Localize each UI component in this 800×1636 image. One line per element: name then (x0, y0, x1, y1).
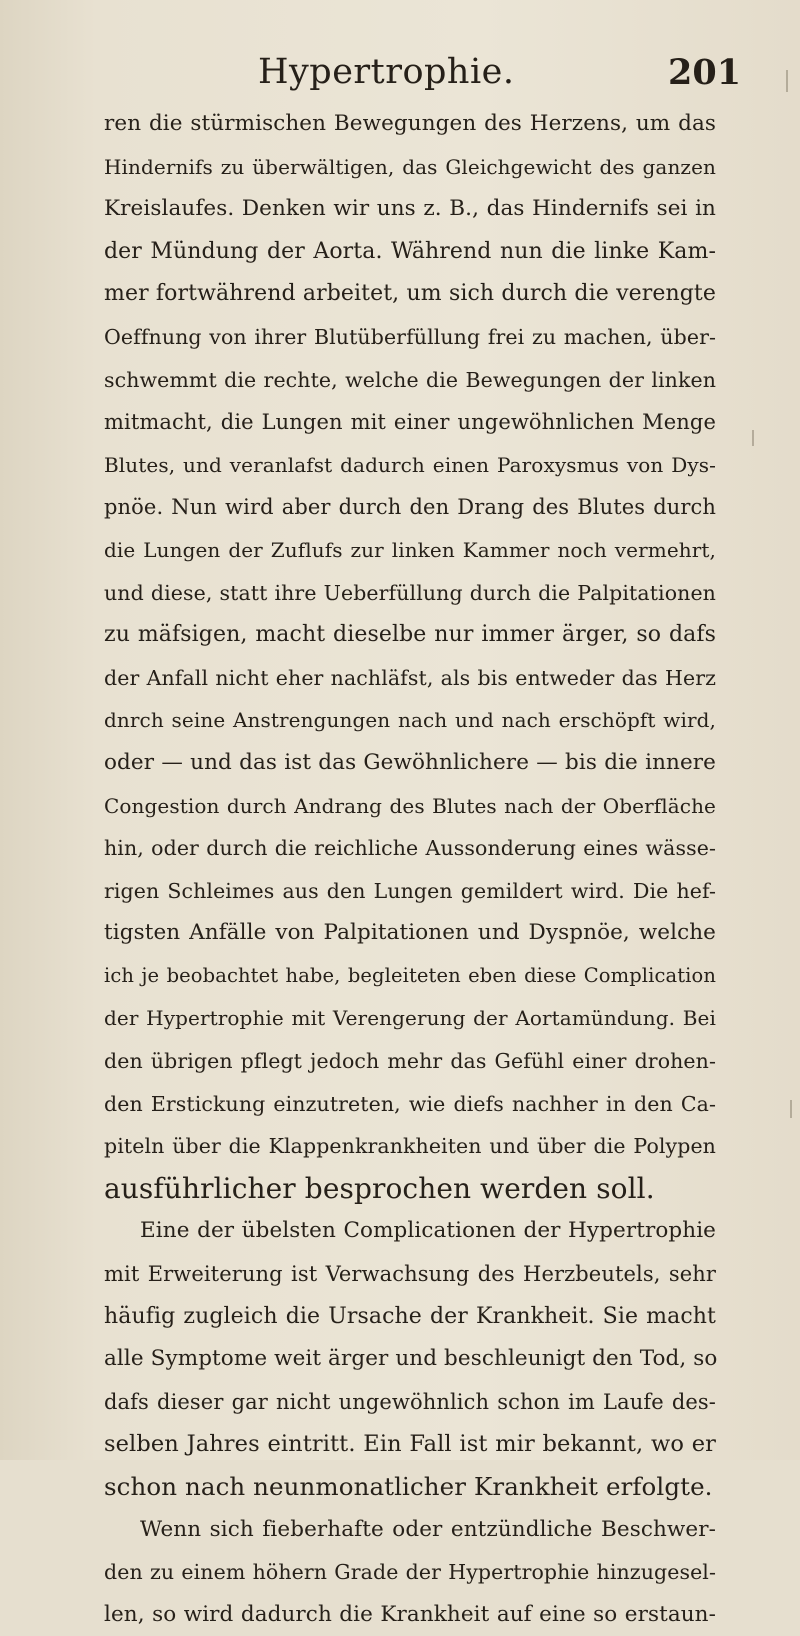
text-line: len, so wird dadurch die Krankheit auf eine so erstaun- (104, 1601, 716, 1627)
text-line: ausführlicher besprochen werden soll. (104, 1171, 655, 1205)
page-number: 201 (668, 52, 742, 93)
text-line: ich je beobachtet habe, begleiteten eben diese Complication (104, 963, 716, 987)
text-line: alle Symptome weit ärger und beschleunigt den Tod, so (104, 1346, 718, 1372)
text-line: Oeffnung von ihrer Blutüberfüllung frei zu machen, über- (104, 324, 716, 349)
text-line: mit Erweiterung ist Verwachsung des Herzbeutels, sehr (104, 1262, 716, 1287)
text-line: dnrch seine Anstrengungen nach und nach erschöpft wird, (104, 708, 716, 733)
text-line: tigsten Anfälle von Palpitationen und Dyspnöe, welche (104, 920, 716, 946)
margin-mark (786, 70, 788, 92)
text-line: rigen Schleimes aus den Lungen gemildert wird. Die hef- (104, 878, 716, 903)
margin-mark (790, 1100, 792, 1118)
text-line: der Anfall nicht eher nachläfst, als bis entweder das Herz (104, 665, 716, 690)
text-line: oder — und das ist das Gewöhnlichere — bis die innere (104, 749, 716, 775)
text-line: dafs dieser gar nicht ungewöhnlich schon im Laufe des- (104, 1389, 716, 1414)
text-line: Eine der übelsten Complicationen der Hypertrophie (140, 1218, 716, 1244)
text-line: Congestion durch Andrang des Blutes nach der Oberfläche (104, 793, 716, 818)
text-line: Blutes, und veranlafst dadurch einen Paroxysmus von Dys- (104, 452, 716, 477)
running-title: Hypertrophie. (258, 52, 515, 92)
text-line: mer fortwährend arbeitet, um sich durch die verengte (104, 281, 716, 307)
margin-mark (752, 430, 754, 446)
text-line: mitmacht, die Lungen mit einer ungewöhnlichen Menge (104, 410, 716, 435)
text-line: ren die stürmischen Bewegungen des Herzens, um das (104, 111, 716, 136)
text-line: häufig zugleich die Ursache der Krankheit. Sie macht (104, 1303, 716, 1329)
text-line: und diese, statt ihre Ueberfüllung durch die Palpitationen (104, 580, 716, 605)
text-line: zu mäfsigen, macht dieselbe nur immer ärger, so dafs (104, 622, 716, 648)
text-line: den Erstickung einzutreten, wie diefs nachher in den Ca- (104, 1091, 716, 1116)
text-line: Wenn sich fieberhafte oder entzündliche Beschwer- (140, 1516, 716, 1542)
text-line: selben Jahres eintritt. Ein Fall ist mir bekannt, wo er (104, 1431, 716, 1458)
text-line: hin, oder durch die reichliche Aussonderung eines wässe- (104, 836, 716, 861)
text-line: der Hypertrophie mit Verengerung der Aortamündung. Bei (104, 1006, 716, 1031)
text-line: der Mündung der Aorta. Während nun die linke Kam- (104, 238, 716, 264)
text-line: Kreislaufes. Denken wir uns z. B., das Hindernifs sei in (104, 196, 716, 222)
text-line: den übrigen pflegt jedoch mehr das Gefühl einer drohen- (104, 1049, 716, 1074)
text-line: schon nach neunmonatlicher Krankheit erfolgte. (104, 1472, 713, 1501)
text-line: Hindernifs zu überwältigen, das Gleichgewicht des ganzen (104, 154, 716, 179)
text-line: piteln über die Klappenkrankheiten und über die Polypen (104, 1134, 716, 1159)
body-text (104, 103, 716, 1636)
text-line: schwemmt die rechte, welche die Bewegungen der linken (104, 367, 716, 392)
text-line: pnöe. Nun wird aber durch den Drang des Blutes durch (104, 495, 716, 520)
text-line: den zu einem höhern Grade der Hypertrophie hinzugesel- (104, 1560, 716, 1585)
page-header (0, 52, 800, 102)
text-line: die Lungen der Zuflufs zur linken Kammer noch vermehrt, (104, 537, 716, 562)
